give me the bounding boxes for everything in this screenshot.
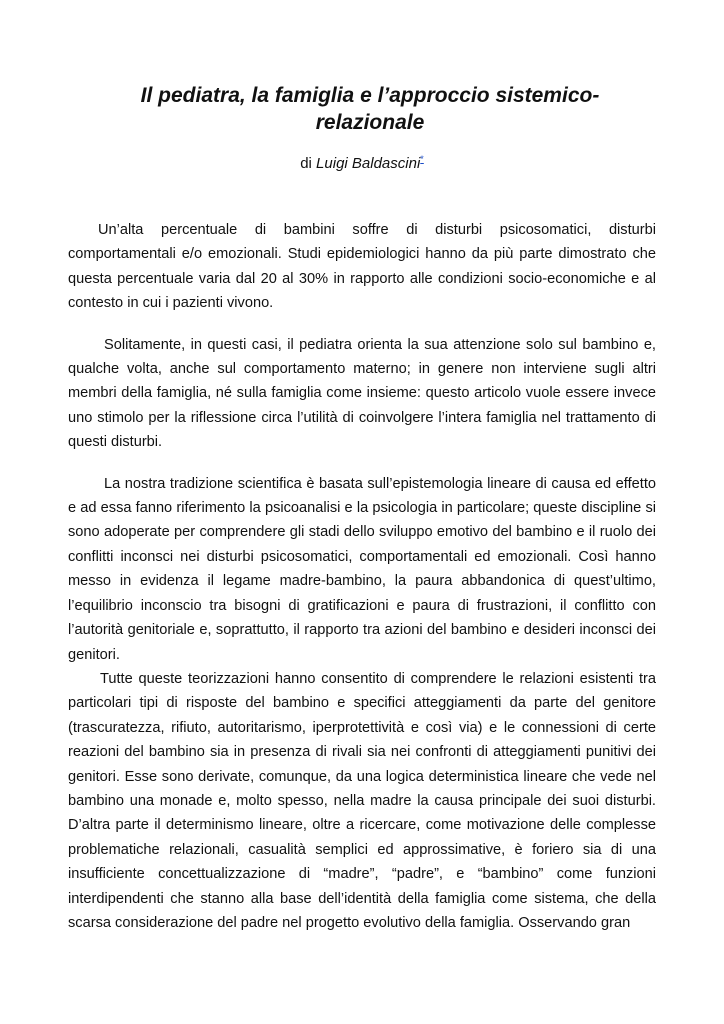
document-title: Il pediatra, la famiglia e l’approccio sistemico-relazionale xyxy=(140,84,600,134)
paragraph-3: La nostra tradizione scientifica è basata sull’epistemologia lineare di causa ed effetto e ad essa fanno riferimento la psicoanalisi e la psicologia in particolare; queste discipline si sono adoperate per comprendere gli stadi dello sviluppo emotivo del bambino e il ruolo dei conflitti inconsci nei disturbi psicosomatici, comportamentali ed emozionali. Così hanno messo in evidenza il legame madre-bambino, la paura abbandonica di quest’ultimo, l’equilibrio inconscio tra bisogni di gratificazioni e paura di frustrazioni, il conflitto con l’autorità genitoriale e, soprattutto, il rapporto tra azioni del bambino e desideri inconsci dei genitori. xyxy=(68,475,656,663)
author-name: Luigi Baldascini xyxy=(316,155,421,172)
paragraph-2: Solitamente, in questi casi, il pediatra orienta la sua attenzione solo sul bambino e, qualche volta, anche sul comportamento materno; in genere non interviene sugli altri membri della famiglia, né sulla famiglia come insieme: questo articolo vuole essere invece uno stimolo per la riflessione circa l’utilità di coinvolgere l’intera famiglia nel trattamento di questi disturbi. xyxy=(68,336,656,451)
byline xyxy=(0,148,724,175)
byline-prefix: di xyxy=(300,155,312,172)
document-body xyxy=(68,218,656,935)
paragraph-4: Tutte queste teorizzazioni hanno consentito di comprendere le relazioni esistenti tra particolari tipi di risposte del bambino e specifici atteggiamenti da parte del genitore (trascuratezza, rifiuto, autoritarismo, iperprotettività e così via) e le connessioni di certe reazioni del bambino sia in presenza di rivali sia nei confronti di atteggiamenti punitivi dei genitori. Esse sono derivate, comunque, da una logica deterministica lineare che vede nel bambino una monade e, molto spesso, nella madre la causa principale dei suoi disturbi. D’altra parte il determinismo lineare, oltre a ricercare, come motivazione delle complesse problematiche relazionali, casualità semplici ed approssimative, è foriero sia di una insufficiente concettualizzazione di “madre”, “padre”, e “bambino” come funzioni interdipendenti che stanno alla base dell’identità della famiglia come sistema, che della scarsa considerazione del padre nel progetto evolutivo della famiglia. Osservando gran xyxy=(68,670,656,931)
paragraph-1: Un’alta percentuale di bambini soffre di disturbi psicosomatici, disturbi comportamentali e/o emozionali. Studi epidemiologici hanno da più parte dimostrato che questa percentuale varia dal 20 al 30% in rapporto alle condizioni socio-economiche e al contesto in cui i pazienti vivono. xyxy=(68,222,656,312)
footnote-link[interactable]: * xyxy=(420,154,424,164)
